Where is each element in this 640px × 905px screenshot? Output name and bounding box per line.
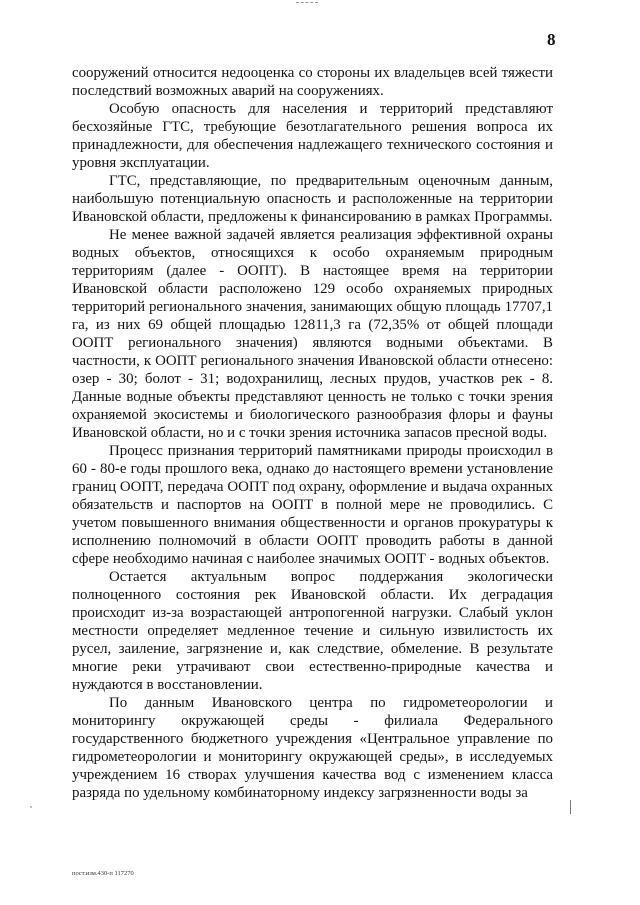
paragraph-oopt-protection: Не менее важной задачей является реализация эффективной охраны водных объектов, относящихся к особо охраняемым природным территориям (далее - ООПТ). В настоящее время на территории Ивановской области расположено 129 особо охраняемых природных территорий регионального значения, занимающих общую площадь 17707,1 га, из них 69 общей площадью 12811,3 га (72,35% от общей площади ООПТ регионального значения) являются водными объектами. В частности, к ООПТ регионального значения Ивановской области отнесено: озер - 30; болот - 31; водохранилищ, лесных прудов, участков рек - 8. Данные водные объекты представляют ценность не только с точки зрения охраняемой экосистемы и биологического разнообразия флоры и фауны Ивановской области, но и с точки зрения источника запасов пресной воды. [72, 227, 553, 441]
paragraph-natural-monuments: Процесс признания территорий памятниками природы происходил в 60 - 80-е годы прошлого века, однако до настоящего времени установление границ ООПТ, передача ООПТ под охрану, оформление и выдача охранных обязательств и паспортов на ООПТ в полной мере не проводились. С учетом повышенного внимания общественности и органов прокуратуры к исполнению полномочий в области ООПТ проводить работы в данной сфере необходимо начиная с наиболее значимых ООПТ - водных объектов. [72, 443, 553, 567]
paragraph-hydromet-data: По данным Ивановского центра по гидрометеорологии и мониторингу окружающей среды - филиала Федерального государственного бюджетного учреждения «Центральное управление по гидрометеорологии и мониторингу окружающей среды», в исследуемых учреждением 16 створах улучшения качества вод с изменением класса разряда по удельному комбинаторному индексу загрязненности воды за [72, 695, 553, 801]
scan-artifact-top [296, 2, 318, 6]
paragraph-continuation: сооружений относится недооценка со стороны их владельцев всей тяжести последствий возможных аварий на сооружениях. [72, 65, 553, 99]
paragraph-ownerless-gts: Особую опасность для населения и территорий представляют бесхозяйные ГТС, требующие безотлагательного решения вопроса их принадлежности, для обеспечения надлежащего технического состояния и уровня эксплуатации. [72, 101, 553, 171]
footer-document-code: пост.изм.430-п 117270 [72, 870, 134, 877]
body-text [72, 64, 553, 802]
page-number: 8 [547, 30, 556, 49]
scan-artifact-dot [30, 806, 32, 808]
scan-artifact-margin [570, 800, 571, 814]
paragraph-gts-financing: ГТС, представляющие, по предварительным оценочным данным, наибольшую потенциальную опасность и расположенные на территории Ивановской области, предложены к финансированию в рамках Программы. [72, 173, 553, 225]
paragraph-river-condition: Остается актуальным вопрос поддержания экологически полноценного состояния рек Ивановской области. Их деградация происходит из-за возрастающей антропогенной нагрузки. Слабый уклон местности определяет медленное течение и сильную извилистость их русел, заиление, загрязнение и, как следствие, обмеление. В результате многие реки утрачивают свои естественно-природные качества и нуждаются в восстановлении. [72, 569, 553, 693]
